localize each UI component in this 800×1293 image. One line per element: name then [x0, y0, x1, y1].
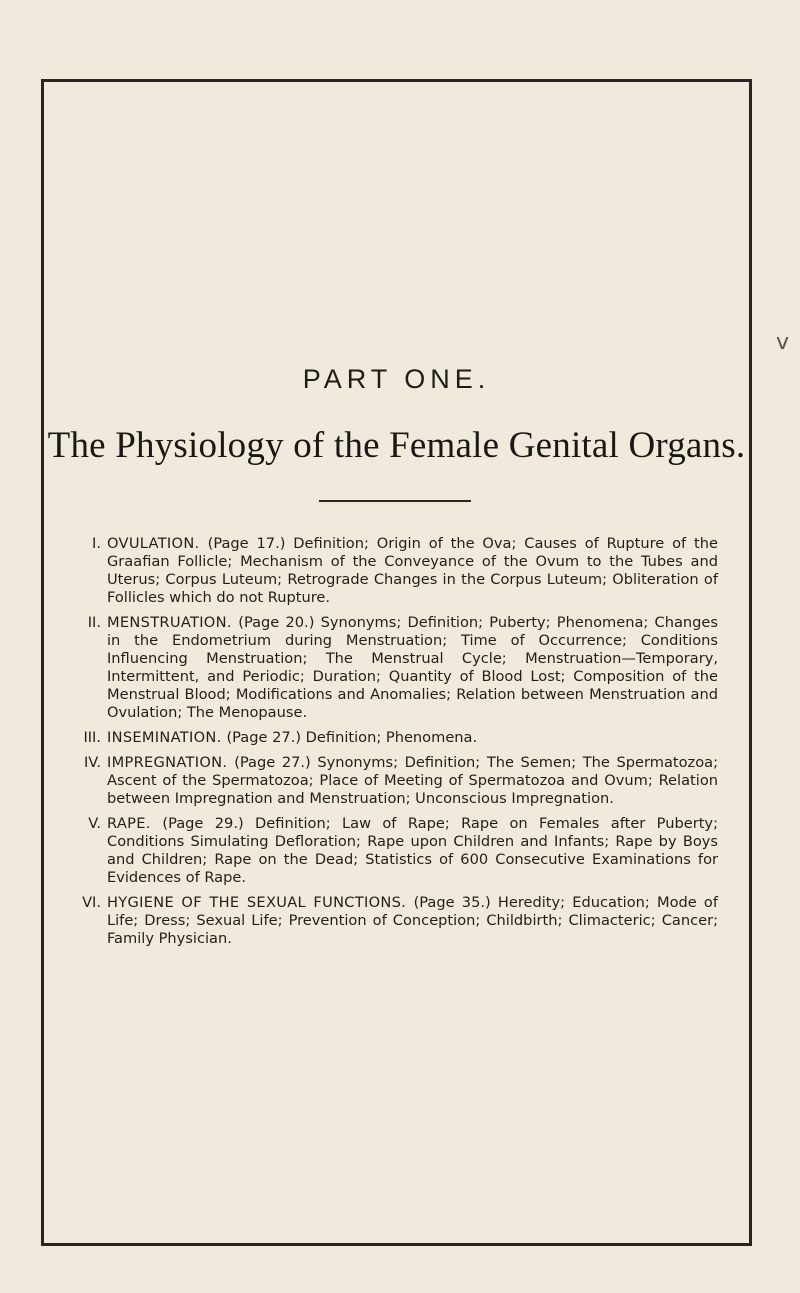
entry-text: (Page 27.) Definition; Phenomena.	[226, 729, 478, 746]
contents-entry	[48, 535, 718, 607]
entry-numeral: II.	[87, 614, 101, 631]
entry-heading: RAPE.	[107, 815, 163, 832]
contents-entry	[48, 815, 718, 887]
entry-heading: INSEMINATION.	[107, 729, 227, 746]
contents-entry	[48, 729, 718, 747]
entry-heading: IMPREGNATION.	[107, 754, 235, 771]
margin-mark: v	[776, 330, 790, 355]
entry-numeral: VI.	[82, 894, 101, 911]
contents-list	[48, 535, 718, 955]
part-heading: PART ONE.	[302, 364, 491, 394]
contents-entry	[48, 894, 718, 948]
entry-numeral: I.	[92, 535, 101, 552]
entry-numeral: III.	[83, 729, 101, 746]
entry-text: (Page 29.) Definition; Law of Rape; Rape on Females after Puberty; Conditions Simulating Defloration; Rape upon Children and Infants; Rape by Boys and Children; Rape on the Dead; Statistics of 600 Consecutive Examinations for Evidences of Rape.	[107, 815, 718, 886]
entry-heading: HYGIENE OF THE SEXUAL FUNCTIONS.	[107, 894, 414, 911]
title-divider	[319, 500, 471, 502]
entry-text: (Page 17.) Definition; Origin of the Ova; Causes of Rupture of the Graafian Follicle; Mechanism of the Conveyance of the Ovum to the Tubes and Uterus; Corpus Luteum; Retrograde Changes in the Corpus Luteum; Obliteration of Follicles which do not Rupture.	[107, 535, 718, 606]
entry-text: (Page 27.) Synonyms; Definition; The Semen; The Spermatozoa; Ascent of the Spermatozoa; Place of Meeting of Spermatozoa and Ovum; Relation between Impregnation and Menstruation; Unconscious Impregnation.	[107, 754, 719, 807]
entry-text: (Page 35.) Heredity; Education; Mode of Life; Dress; Sexual Life; Prevention of Conception; Childbirth; Climacteric; Cancer; Family Physician.	[107, 894, 718, 947]
entry-heading: MENSTRUATION.	[107, 614, 239, 631]
page-title: The Physiology of the Female Genital Organs.	[47, 425, 746, 466]
contents-entry	[48, 614, 718, 722]
entry-heading: OVULATION.	[107, 535, 208, 552]
entry-numeral: V.	[88, 815, 101, 832]
entry-numeral: IV.	[83, 754, 101, 771]
contents-entry	[48, 754, 718, 808]
entry-text: (Page 20.) Synonyms; Definition; Puberty; Phenomena; Changes in the Endometrium during Menstruation; Time of Occurrence; Conditions Influencing Menstruation; The Menstrual Cycle; Menstruation—Temporary, Intermittent, and Periodic; Duration; Quantity of Blood Lost; Composition of the Menstrual Blood; Modifications and Anomalies; Relation between Menstruation and Ovulation; The Menopause.	[107, 614, 718, 721]
